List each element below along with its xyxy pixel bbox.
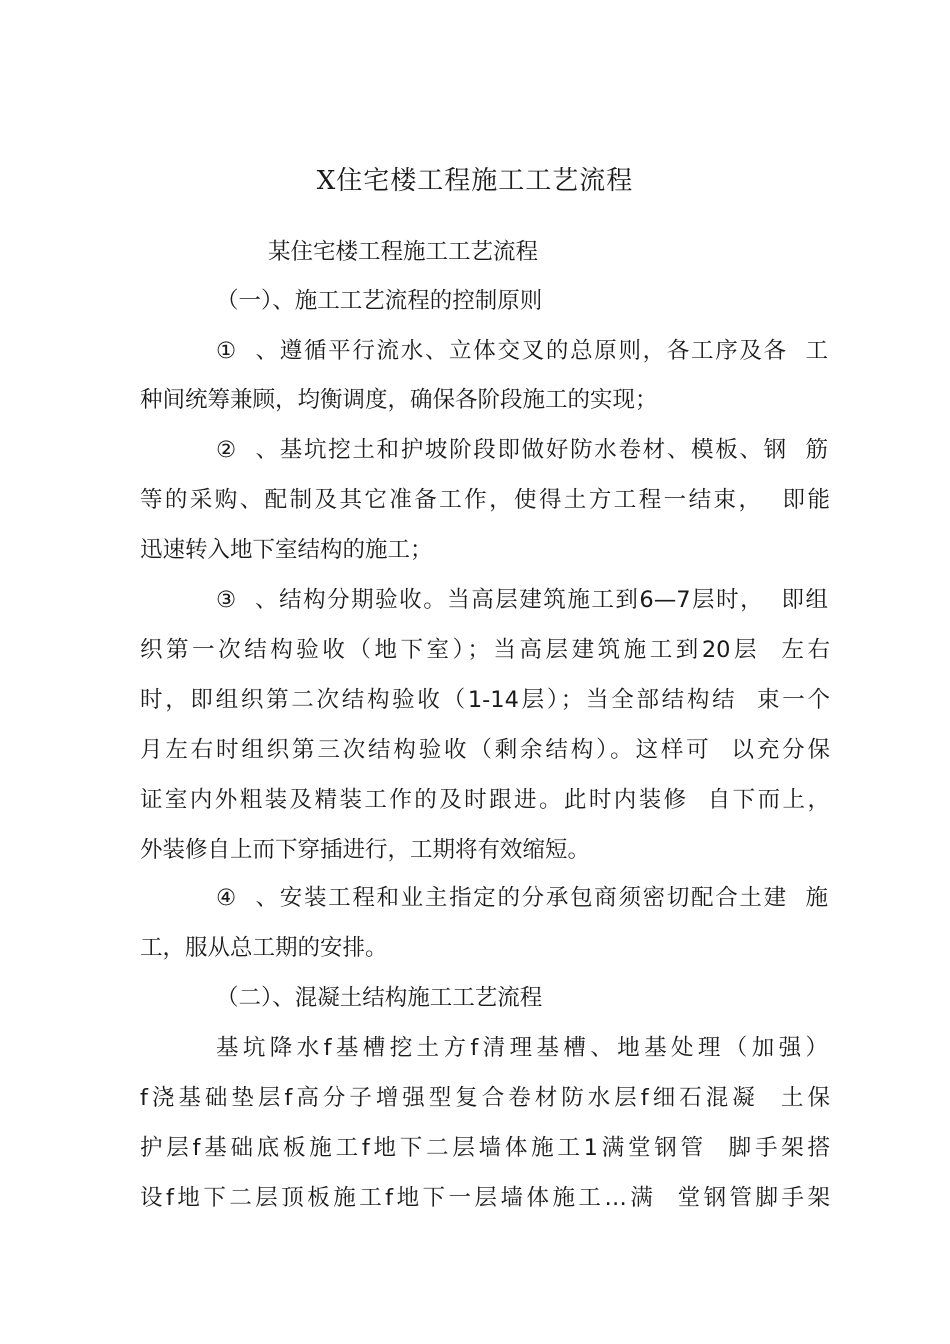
paragraph-line: ① 、遵循平行流水、立体交叉的总原则，各工序及各 工: [216, 338, 828, 364]
paragraph-line: f浇基础垫层f高分子增强型复合卷材防水层f细石混凝 土保: [140, 1085, 830, 1111]
paragraph-line: 证室内外粗装及精装工作的及时跟进。此时内装修 自下而上，: [140, 787, 830, 813]
paragraph-line: 种间统筹兼顾，均衡调度，确保各阶段施工的实现；: [140, 387, 658, 413]
paragraph-line: 迅速转入地下室结构的施工；: [140, 537, 433, 563]
paragraph-line: 外装修自上而下穿插进行，工期将有效缩短。: [140, 837, 591, 863]
section-heading-2: （二）、混凝土结构施工工艺流程: [216, 985, 543, 1011]
paragraph-line: 等的采购、配制及其它准备工作，使得土方工程一结束， 即能: [140, 487, 830, 513]
subtitle-line: 某住宅楼工程施工工艺流程: [268, 239, 539, 265]
paragraph-line: 月左右时组织第三次结构验收（剩余结构）。这样可 以充分保: [140, 737, 830, 763]
paragraph-line: ② 、基坑挖土和护坡阶段即做好防水卷材、模板、钢 筋: [216, 437, 828, 463]
paragraph-line: 设f地下二层顶板施工f地下一层墙体施工…满 堂钢管脚手架: [140, 1185, 830, 1211]
paragraph-line: 织第一次结构验收（地下室）；当高层建筑施工到20层 左右: [140, 637, 830, 663]
paragraph-line: 工，服从总工期的安排。: [140, 935, 388, 961]
paragraph-line: ④ 、安装工程和业主指定的分承包商须密切配合土建 施: [216, 885, 828, 911]
document-title: X住宅楼工程施工工艺流程: [316, 166, 634, 196]
section-heading-1: （一）、施工工艺流程的控制原则: [216, 288, 543, 314]
paragraph-line: 护层f基础底板施工f地下二层墙体施工1满堂钢管 脚手架搭: [140, 1135, 830, 1161]
paragraph-line: 基坑降水f基槽挖土方f清理基槽、地基处理（加强）: [216, 1035, 828, 1061]
paragraph-line: 时，即组织第二次结构验收（1-14层）；当全部结构结 束一个: [140, 687, 830, 713]
paragraph-line: ③ 、结构分期验收。当高层建筑施工到6—7层时， 即组: [216, 587, 828, 613]
